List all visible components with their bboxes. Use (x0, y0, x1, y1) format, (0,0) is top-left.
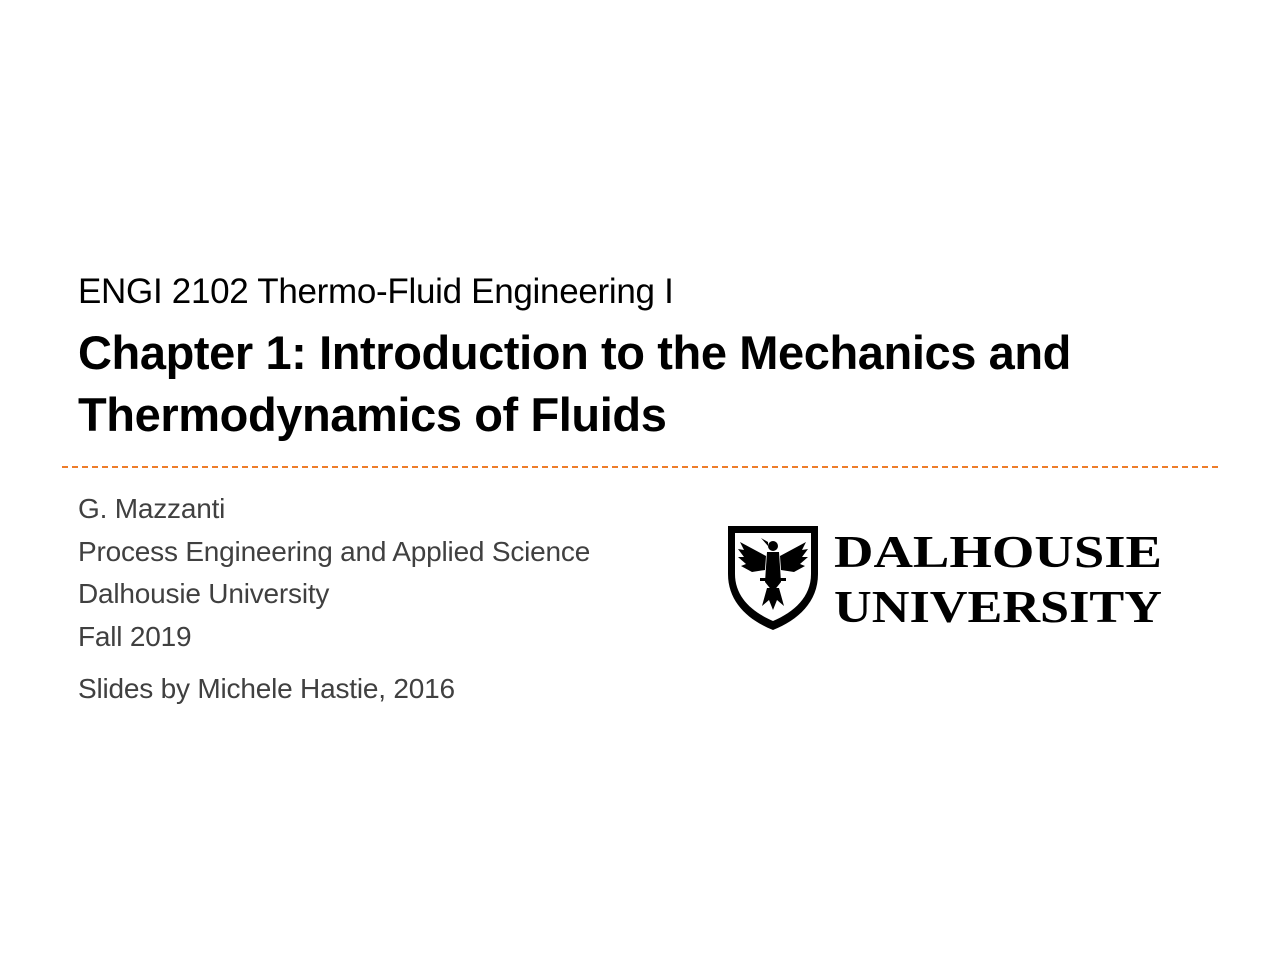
title-line: Chapter 1: Introduction to the Mechanics and (78, 326, 1071, 379)
department: Process Engineering and Applied Science (78, 535, 591, 567)
logo-wordmark-line2: UNIVERSITY (834, 581, 1162, 632)
slides-credit: Slides by Michele Hastie, 2016 (78, 673, 455, 704)
slide-title (78, 322, 1218, 446)
author-name: G. Mazzanti (78, 493, 226, 524)
university: Dalhousie University (78, 578, 330, 609)
dalhousie-logo (722, 522, 1172, 634)
logo-wordmark-line1: DALHOUSIE (834, 526, 1162, 577)
dalhousie-crest-icon (728, 526, 818, 630)
title-line: Thermodynamics of Fluids (78, 388, 667, 441)
course-subtitle: ENGI 2102 Thermo-Fluid Engineering I (78, 272, 674, 311)
term: Fall 2019 (78, 620, 192, 652)
author-info (78, 488, 590, 658)
dashed-divider (62, 466, 1218, 468)
